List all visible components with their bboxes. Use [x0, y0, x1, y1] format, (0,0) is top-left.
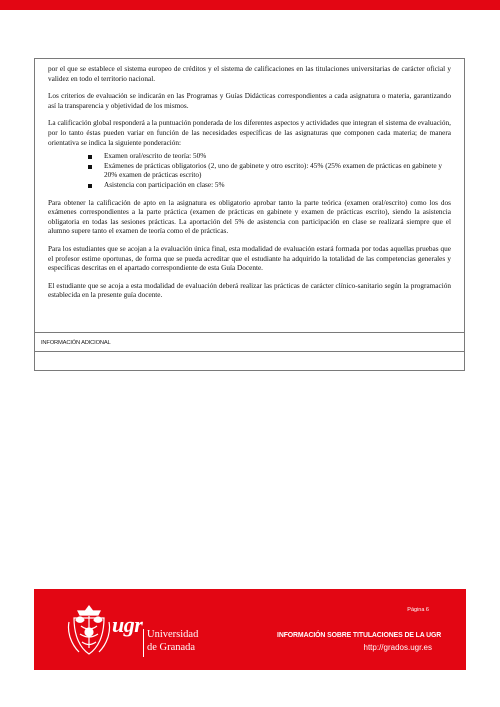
paragraph-pass-requirements: Para obtener la calificación de apto en la asignatura es obligatorio aprobar tanto la parte teórica (examen oral/escrito) como los dos exámenes correspondientes a la parte práctica (examen de prácticas en gabinete y examen de prácticas escrito), siendo la asistencia obligatoria en todas las sesiones prácticas. La aportación del 5% de asistencia con participación en clase se realizará siempre que el alumno supere tanto el examen de teoría como el de prácticas. [48, 198, 451, 236]
additional-info-title: INFORMACIÓN ADICIONAL [41, 340, 111, 346]
paragraph-weighting: La calificación global responderá a la puntuación ponderada de los diferentes aspectos y actividades que integran el sistema de evaluación, por lo tanto éstas pueden variar en función de las necesidades específicas de las asignaturas que componen cada materia; de manera orientativa se indica la siguiente ponderación: [48, 119, 451, 147]
list-item-theory-exam: Examen oral/escrito de teoría: 50% [95, 152, 451, 162]
list-item-attendance: Asistencia con participación en clase: 5% [95, 181, 451, 191]
evaluation-criteria-cell [35, 59, 464, 333]
footer-banner [34, 589, 466, 670]
logo-divider [143, 629, 144, 657]
page-number: Página 6 [407, 607, 429, 613]
additional-info-header-row [35, 333, 464, 352]
paragraph-clinical-practices: El estudiante que se acoja a esta modalidad de evaluación deberá realizar las prácticas de carácter clínico-sanitario según la programación establecida en la presente guía docente. [48, 281, 451, 300]
weighting-list [48, 152, 451, 190]
evaluation-table [34, 58, 465, 371]
list-item-practical-exams: Exámenes de prácticas obligatorios (2, uno de gabinete y otro escrito): 45% (25% examen de prácticas en gabinete y 20% examen de prácticas escrito) [95, 162, 451, 181]
grados-url-link[interactable]: http://grados.ugr.es [363, 643, 432, 652]
university-name [147, 628, 198, 654]
degree-info-heading: INFORMACIÓN SOBRE TITULACIONES DE LA UGR [277, 632, 442, 639]
paragraph-single-final-evaluation: Para los estudiantes que se acojan a la evaluación única final, esta modalidad de evaluación estará formada por todas aquellas pruebas que el profesor estime oportunas, de forma que se pueda acreditar que el estudiante ha adquirido la totalidad de las competencias generales y específicas descritas en el apartado correspondiente de esta Guía Docente. [48, 244, 451, 273]
paragraph-criteria: Los criterios de evaluación se indicarán en las Programas y Guías Didácticas correspondientes a cada asignatura o materia, garantizando así la transparencia y objetividad de los mismos. [48, 92, 451, 110]
paragraph-credit-system: por el que se establece el sistema europeo de créditos y el sistema de calificaciones en las titulaciones universitarias de carácter oficial y validez en todo el territorio nacional. [48, 65, 451, 83]
university-name-line1: Universidad [147, 629, 199, 640]
ugr-logo-text: ugr [112, 612, 143, 637]
top-red-bar [0, 0, 500, 10]
additional-info-body [35, 352, 464, 370]
university-name-line2: de Granada [147, 642, 196, 653]
university-crest-icon [64, 602, 114, 660]
